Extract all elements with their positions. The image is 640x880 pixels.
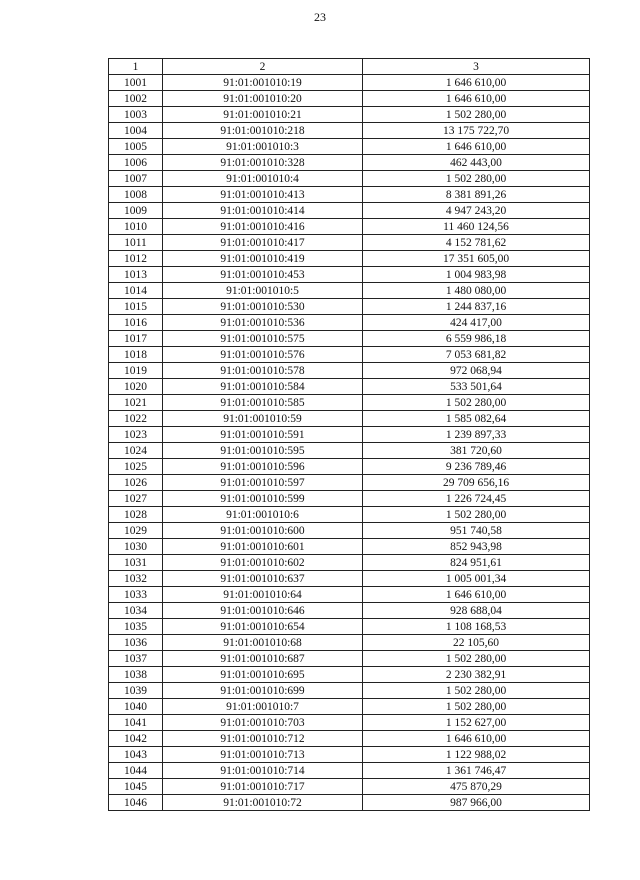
value-cell: 22 105,60 <box>363 635 590 651</box>
value-cell: 4 947 243,20 <box>363 203 590 219</box>
row-number-cell: 1038 <box>109 667 163 683</box>
row-number-cell: 1025 <box>109 459 163 475</box>
row-number-cell: 1011 <box>109 235 163 251</box>
cadastral-number-cell: 91:01:001010:64 <box>163 587 363 603</box>
table-row <box>109 539 590 555</box>
cadastral-number-cell: 91:01:001010:453 <box>163 267 363 283</box>
value-cell: 6 559 986,18 <box>363 331 590 347</box>
cadastral-number-cell: 91:01:001010:3 <box>163 139 363 155</box>
value-cell: 29 709 656,16 <box>363 475 590 491</box>
cadastral-number-cell: 91:01:001010:536 <box>163 315 363 331</box>
value-cell: 1 122 988,02 <box>363 747 590 763</box>
page-number: 23 <box>314 10 326 24</box>
value-cell: 4 152 781,62 <box>363 235 590 251</box>
cadastral-number-cell: 91:01:001010:19 <box>163 75 363 91</box>
value-cell: 1 502 280,00 <box>363 699 590 715</box>
row-number-cell: 1008 <box>109 187 163 203</box>
cadastral-number-cell: 91:01:001010:646 <box>163 603 363 619</box>
row-number-cell: 1016 <box>109 315 163 331</box>
value-cell: 1 502 280,00 <box>363 171 590 187</box>
row-number-cell: 1006 <box>109 155 163 171</box>
value-cell: 951 740,58 <box>363 523 590 539</box>
column-header-3: 3 <box>363 59 590 75</box>
value-cell: 1 646 610,00 <box>363 139 590 155</box>
value-cell: 1 244 837,16 <box>363 299 590 315</box>
table-row <box>109 731 590 747</box>
row-number-cell: 1003 <box>109 107 163 123</box>
cadastral-number-cell: 91:01:001010:703 <box>163 715 363 731</box>
value-cell: 1 502 280,00 <box>363 683 590 699</box>
table-row <box>109 299 590 315</box>
value-cell: 8 381 891,26 <box>363 187 590 203</box>
value-cell: 1 646 610,00 <box>363 75 590 91</box>
row-number-cell: 1020 <box>109 379 163 395</box>
row-number-cell: 1022 <box>109 411 163 427</box>
table-row <box>109 187 590 203</box>
cadastral-number-cell: 91:01:001010:591 <box>163 427 363 443</box>
row-number-cell: 1044 <box>109 763 163 779</box>
row-number-cell: 1014 <box>109 283 163 299</box>
table-row <box>109 555 590 571</box>
row-number-cell: 1028 <box>109 507 163 523</box>
cadastral-number-cell: 91:01:001010:575 <box>163 331 363 347</box>
table-row <box>109 587 590 603</box>
table-row <box>109 459 590 475</box>
table-row <box>109 475 590 491</box>
table-row <box>109 491 590 507</box>
value-cell: 852 943,98 <box>363 539 590 555</box>
cadastral-number-cell: 91:01:001010:654 <box>163 619 363 635</box>
cadastral-number-cell: 91:01:001010:59 <box>163 411 363 427</box>
table-row <box>109 427 590 443</box>
row-number-cell: 1033 <box>109 587 163 603</box>
cadastral-number-cell: 91:01:001010:419 <box>163 251 363 267</box>
table-row <box>109 171 590 187</box>
cadastral-number-cell: 91:01:001010:21 <box>163 107 363 123</box>
value-cell: 9 236 789,46 <box>363 459 590 475</box>
cadastral-number-cell: 91:01:001010:585 <box>163 395 363 411</box>
row-number-cell: 1018 <box>109 347 163 363</box>
cadastral-number-cell: 91:01:001010:717 <box>163 779 363 795</box>
value-cell: 1 646 610,00 <box>363 731 590 747</box>
cadastral-number-cell: 91:01:001010:597 <box>163 475 363 491</box>
row-number-cell: 1009 <box>109 203 163 219</box>
table-row <box>109 203 590 219</box>
table-row <box>109 235 590 251</box>
table-row <box>109 123 590 139</box>
table-row <box>109 107 590 123</box>
table-row <box>109 363 590 379</box>
value-cell: 1 108 168,53 <box>363 619 590 635</box>
row-number-cell: 1040 <box>109 699 163 715</box>
value-cell: 11 460 124,56 <box>363 219 590 235</box>
table-row <box>109 507 590 523</box>
value-cell: 1 361 746,47 <box>363 763 590 779</box>
row-number-cell: 1039 <box>109 683 163 699</box>
table-row <box>109 635 590 651</box>
cadastral-number-cell: 91:01:001010:714 <box>163 763 363 779</box>
cadastral-number-cell: 91:01:001010:414 <box>163 203 363 219</box>
cadastral-number-cell: 91:01:001010:413 <box>163 187 363 203</box>
table-row <box>109 795 590 811</box>
row-number-cell: 1036 <box>109 635 163 651</box>
row-number-cell: 1007 <box>109 171 163 187</box>
table-row <box>109 779 590 795</box>
value-cell: 1 646 610,00 <box>363 587 590 603</box>
value-cell: 824 951,61 <box>363 555 590 571</box>
row-number-cell: 1031 <box>109 555 163 571</box>
value-cell: 17 351 605,00 <box>363 251 590 267</box>
table-row <box>109 75 590 91</box>
cadastral-number-cell: 91:01:001010:695 <box>163 667 363 683</box>
value-cell: 1 502 280,00 <box>363 395 590 411</box>
cadastral-number-cell: 91:01:001010:328 <box>163 155 363 171</box>
table-row <box>109 411 590 427</box>
row-number-cell: 1041 <box>109 715 163 731</box>
cadastral-number-cell: 91:01:001010:530 <box>163 299 363 315</box>
table-row <box>109 619 590 635</box>
value-cell: 1 152 627,00 <box>363 715 590 731</box>
row-number-cell: 1001 <box>109 75 163 91</box>
table-row <box>109 715 590 731</box>
cadastral-number-cell: 91:01:001010:578 <box>163 363 363 379</box>
table-row <box>109 763 590 779</box>
cadastral-number-cell: 91:01:001010:4 <box>163 171 363 187</box>
value-cell: 381 720,60 <box>363 443 590 459</box>
table-row <box>109 379 590 395</box>
cadastral-number-cell: 91:01:001010:596 <box>163 459 363 475</box>
cadastral-number-cell: 91:01:001010:68 <box>163 635 363 651</box>
table-row <box>109 251 590 267</box>
table-row <box>109 699 590 715</box>
cadastral-number-cell: 91:01:001010:637 <box>163 571 363 587</box>
value-cell: 1 646 610,00 <box>363 91 590 107</box>
row-number-cell: 1026 <box>109 475 163 491</box>
table-row <box>109 571 590 587</box>
value-cell: 1 480 080,00 <box>363 283 590 299</box>
cadastral-number-cell: 91:01:001010:7 <box>163 699 363 715</box>
cadastral-number-cell: 91:01:001010:595 <box>163 443 363 459</box>
column-header-1: 1 <box>109 59 163 75</box>
cadastral-number-cell: 91:01:001010:5 <box>163 283 363 299</box>
cadastral-number-cell: 91:01:001010:600 <box>163 523 363 539</box>
value-cell: 462 443,00 <box>363 155 590 171</box>
table-row <box>109 395 590 411</box>
value-cell: 1 239 897,33 <box>363 427 590 443</box>
row-number-cell: 1013 <box>109 267 163 283</box>
row-number-cell: 1034 <box>109 603 163 619</box>
table-row <box>109 443 590 459</box>
value-cell: 1 585 082,64 <box>363 411 590 427</box>
table-row <box>109 139 590 155</box>
row-number-cell: 1012 <box>109 251 163 267</box>
cadastral-number-cell: 91:01:001010:417 <box>163 235 363 251</box>
table-row <box>109 331 590 347</box>
row-number-cell: 1032 <box>109 571 163 587</box>
table-row <box>109 651 590 667</box>
table-header-row <box>109 59 590 75</box>
cadastral-number-cell: 91:01:001010:72 <box>163 795 363 811</box>
row-number-cell: 1015 <box>109 299 163 315</box>
value-cell: 475 870,29 <box>363 779 590 795</box>
table-row <box>109 283 590 299</box>
table-row <box>109 603 590 619</box>
cadastral-number-cell: 91:01:001010:602 <box>163 555 363 571</box>
value-cell: 2 230 382,91 <box>363 667 590 683</box>
value-cell: 972 068,94 <box>363 363 590 379</box>
table-body <box>109 75 590 811</box>
value-cell: 13 175 722,70 <box>363 123 590 139</box>
row-number-cell: 1030 <box>109 539 163 555</box>
column-header-2: 2 <box>163 59 363 75</box>
cadastral-number-cell: 91:01:001010:584 <box>163 379 363 395</box>
cadastral-number-cell: 91:01:001010:712 <box>163 731 363 747</box>
value-cell: 7 053 681,82 <box>363 347 590 363</box>
row-number-cell: 1045 <box>109 779 163 795</box>
row-number-cell: 1035 <box>109 619 163 635</box>
cadastral-number-cell: 91:01:001010:599 <box>163 491 363 507</box>
value-cell: 424 417,00 <box>363 315 590 331</box>
value-cell: 1 502 280,00 <box>363 507 590 523</box>
row-number-cell: 1042 <box>109 731 163 747</box>
cadastral-number-cell: 91:01:001010:218 <box>163 123 363 139</box>
cadastral-number-cell: 91:01:001010:713 <box>163 747 363 763</box>
table-row <box>109 315 590 331</box>
cadastral-number-cell: 91:01:001010:687 <box>163 651 363 667</box>
row-number-cell: 1004 <box>109 123 163 139</box>
cadastral-number-cell: 91:01:001010:699 <box>163 683 363 699</box>
value-cell: 1 226 724,45 <box>363 491 590 507</box>
row-number-cell: 1029 <box>109 523 163 539</box>
row-number-cell: 1005 <box>109 139 163 155</box>
row-number-cell: 1027 <box>109 491 163 507</box>
cadastral-number-cell: 91:01:001010:6 <box>163 507 363 523</box>
row-number-cell: 1002 <box>109 91 163 107</box>
cadastral-number-cell: 91:01:001010:601 <box>163 539 363 555</box>
row-number-cell: 1010 <box>109 219 163 235</box>
row-number-cell: 1017 <box>109 331 163 347</box>
row-number-cell: 1043 <box>109 747 163 763</box>
row-number-cell: 1046 <box>109 795 163 811</box>
cadastral-number-cell: 91:01:001010:416 <box>163 219 363 235</box>
row-number-cell: 1019 <box>109 363 163 379</box>
value-cell: 533 501,64 <box>363 379 590 395</box>
row-number-cell: 1023 <box>109 427 163 443</box>
cadastral-number-cell: 91:01:001010:20 <box>163 91 363 107</box>
table-row <box>109 683 590 699</box>
table-row <box>109 155 590 171</box>
value-cell: 1 004 983,98 <box>363 267 590 283</box>
value-cell: 1 502 280,00 <box>363 107 590 123</box>
table-row <box>109 747 590 763</box>
row-number-cell: 1037 <box>109 651 163 667</box>
value-cell: 928 688,04 <box>363 603 590 619</box>
table-row <box>109 267 590 283</box>
row-number-cell: 1024 <box>109 443 163 459</box>
row-number-cell: 1021 <box>109 395 163 411</box>
table-row <box>109 347 590 363</box>
data-table <box>108 58 590 811</box>
table-row <box>109 91 590 107</box>
table-row <box>109 219 590 235</box>
table-row <box>109 667 590 683</box>
value-cell: 1 005 001,34 <box>363 571 590 587</box>
value-cell: 987 966,00 <box>363 795 590 811</box>
cadastral-number-cell: 91:01:001010:576 <box>163 347 363 363</box>
table-row <box>109 523 590 539</box>
value-cell: 1 502 280,00 <box>363 651 590 667</box>
